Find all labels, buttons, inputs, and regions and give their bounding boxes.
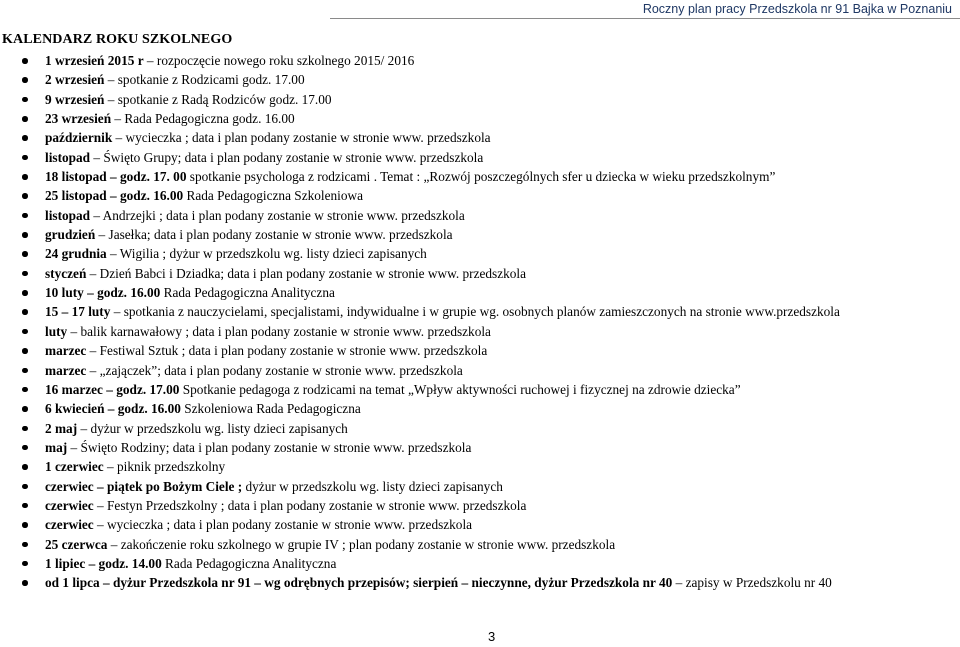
calendar-item (0, 380, 960, 399)
calendar-item-description: – spotkanie z Radą Rodziców godz. 17.00 (104, 91, 332, 107)
calendar-item-date: listopad (45, 149, 91, 165)
calendar-item (0, 148, 960, 167)
calendar-item (0, 206, 960, 225)
calendar-item-date: od 1 lipca – dyżur Przedszkola nr 91 – wg odrębnych przepisów; sierpień – nieczynne, dyżur Przedszkola nr 40 (45, 575, 673, 591)
calendar-item-date: 1 lipiec – godz. 14.00 (45, 555, 162, 571)
calendar-item (0, 554, 960, 573)
calendar-item-description: – spotkania z nauczycielami, specjalistami, indywidualne i w grupie wg. osobnych planów zamieszczonych na stronie www.przedszkola (110, 304, 840, 320)
calendar-item (0, 283, 960, 302)
calendar-list (0, 51, 960, 593)
calendar-item-description: – Rada Pedagogiczna godz. 16.00 (111, 111, 295, 127)
calendar-item (0, 167, 960, 186)
calendar-item-date: 24 grudnia (45, 246, 107, 262)
calendar-item (0, 302, 960, 321)
calendar-item (0, 515, 960, 534)
calendar-item-date: luty (45, 323, 68, 339)
calendar-item-description: – Dzień Babci i Dziadka; data i plan podany zostanie w stronie www. przedszkola (86, 265, 527, 281)
calendar-item (0, 90, 960, 109)
calendar-item-date: listopad (45, 207, 91, 223)
calendar-item (0, 109, 960, 128)
calendar-item-date: 1 czerwiec (45, 459, 104, 475)
calendar-item-date: 16 marzec – godz. 17.00 (45, 381, 180, 397)
calendar-item-date: marzec (45, 362, 87, 378)
calendar-item (0, 341, 960, 360)
calendar-item-description: – balik karnawałowy ; data i plan podany zostanie w stronie www. przedszkola (67, 323, 491, 339)
calendar-item (0, 225, 960, 244)
calendar-item-description: – Wigilia ; dyżur w przedszkolu wg. listy dzieci zapisanych (106, 246, 427, 262)
calendar-item (0, 573, 960, 592)
calendar-item-date: maj (45, 439, 68, 455)
calendar-item (0, 244, 960, 263)
calendar-item-description: – Święto Rodziny; data i plan podany zostanie w stronie www. przedszkola (67, 439, 472, 455)
calendar-item-description: – dyżur w przedszkolu wg. listy dzieci zapisanych (77, 420, 348, 436)
calendar-item-date: 25 czerwca (45, 536, 108, 552)
page-number: 3 (488, 629, 496, 644)
calendar-item-date: 23 wrzesień (45, 111, 112, 127)
calendar-item (0, 477, 960, 496)
calendar-item (0, 264, 960, 283)
section-title: KALENDARZ ROKU SZKOLNEGO (2, 32, 233, 47)
calendar-item-description: – rozpoczęcie nowego roku szkolnego 2015/ 2016 (143, 53, 415, 68)
calendar-item-date: 18 listopad – godz. 17. 00 (45, 169, 187, 185)
calendar-item-description: Spotkanie pedagoga z rodzicami na temat „Wpływ aktywności ruchowej i fizycznej na zdrowie dziecka” (179, 381, 741, 397)
calendar-item (0, 186, 960, 205)
calendar-item-date: grudzień (45, 227, 96, 243)
calendar-item-description: – Festyn Przedszkolny ; data i plan podany zostanie w stronie www. przedszkola (93, 497, 527, 513)
calendar-item (0, 51, 960, 70)
calendar-item (0, 419, 960, 438)
calendar-item-description: – wycieczka ; data i plan podany zostanie w stronie www. przedszkola (93, 517, 473, 533)
calendar-item (0, 361, 960, 380)
calendar-item-date: marzec (45, 343, 87, 359)
calendar-item-date: 1 wrzesień 2015 r (45, 53, 144, 68)
calendar-item (0, 457, 960, 476)
calendar-item-description: – zakończenie roku szkolnego w grupie IV ; plan podany zostanie w stronie www. przedszkola (107, 536, 616, 552)
calendar-item-description: – „zajączek”; data i plan podany zostanie w stronie www. przedszkola (86, 362, 463, 378)
calendar-item-date: 9 wrzesień (45, 91, 105, 107)
calendar-item-description: dyżur w przedszkolu wg. listy dzieci zapisanych (242, 478, 503, 494)
calendar-item-date: 2 maj (45, 420, 78, 436)
calendar-item-description: – piknik przedszkolny (103, 459, 226, 475)
calendar-item-description: spotkanie psychologa z rodzicami . Temat : „Rozwój poszczególnych sfer u dziecka w wieku przedszkolnym” (186, 169, 776, 185)
calendar-item (0, 322, 960, 341)
calendar-item-date: październik (45, 130, 113, 146)
calendar-item-date: czerwiec – piątek po Bożym Ciele ; (45, 478, 243, 494)
calendar-item-date: 10 luty – godz. 16.00 (45, 285, 161, 301)
calendar-item (0, 438, 960, 457)
calendar-item-description: – spotkanie z Rodzicami godz. 17.00 (104, 72, 305, 88)
calendar-item-description: – Jasełka; data i plan podany zostanie w stronie www. przedszkola (95, 227, 453, 243)
calendar-item-date: 15 – 17 luty (45, 304, 111, 320)
calendar-item-date: czerwiec (45, 517, 94, 533)
calendar-item (0, 70, 960, 89)
calendar-item-description: – Święto Grupy; data i plan podany zostanie w stronie www. przedszkola (90, 149, 484, 165)
calendar-item-description: Rada Pedagogiczna Analityczna (160, 285, 335, 301)
calendar-item (0, 128, 960, 147)
calendar-item-description: – Festiwal Sztuk ; data i plan podany zostanie w stronie www. przedszkola (86, 343, 488, 359)
calendar-item-description: – Andrzejki ; data i plan podany zostanie w stronie www. przedszkola (90, 207, 465, 223)
calendar-item-date: 6 kwiecień – godz. 16.00 (45, 401, 181, 417)
calendar-item (0, 496, 960, 515)
calendar-item-date: 25 listopad – godz. 16.00 (45, 188, 184, 204)
calendar-item-date: czerwiec (45, 497, 94, 513)
calendar-item-description: Rada Pedagogiczna Analityczna (161, 555, 337, 571)
calendar-item (0, 399, 960, 418)
running-header-title: Roczny plan pracy Przedszkola nr 91 Bajka w Poznaniu (642, 2, 952, 16)
calendar-item (0, 535, 960, 554)
calendar-item-description: Rada Pedagogiczna Szkoleniowa (183, 188, 363, 204)
running-header (330, 0, 960, 19)
calendar-item-date: 2 wrzesień (45, 72, 105, 88)
calendar-item-description: Szkoleniowa Rada Pedagogiczna (180, 401, 361, 417)
calendar-item-date: styczeń (45, 265, 87, 281)
calendar-item-description: – zapisy w Przedszkolu nr 40 (672, 575, 832, 591)
calendar-item-description: – wycieczka ; data i plan podany zostanie w stronie www. przedszkola (112, 130, 491, 146)
